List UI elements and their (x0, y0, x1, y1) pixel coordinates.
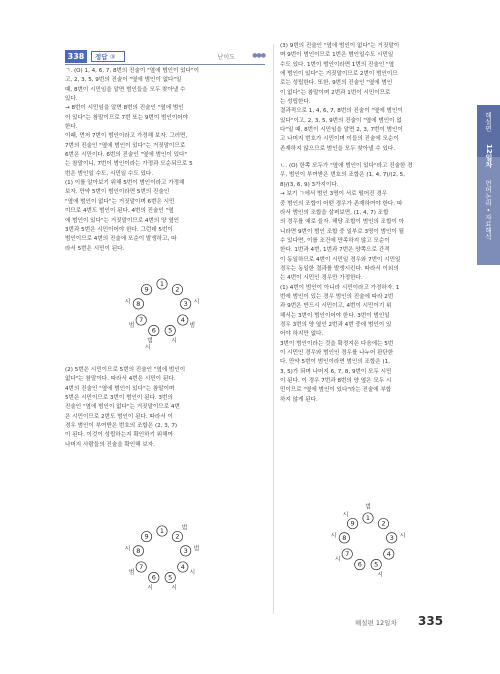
text-line: 에 범인이 있다"는 거짓말이므로 2번이 범인이므 (280, 71, 398, 78)
seat-number: 5 (168, 326, 173, 335)
text-line: 이 된다. 이것이 성립하는지 확인하기 위해여 (65, 432, 173, 439)
text-line: 4번의 진술인 "옆에 범인이 있다"는 참말이며 (65, 385, 175, 392)
seat-number: 4 (180, 316, 185, 324)
text-line: → 보기 ㄱ에서 범인 3명이 서로 떨어진 경우 (280, 191, 388, 198)
text-line: 민이므로 "옆에 범인이 있다"라는 진술에 부합 (280, 387, 392, 394)
seat-number: 9 (144, 285, 149, 294)
circle-diagram-3 (318, 492, 418, 592)
text-line: 우, 범인이 부여받은 번호의 조합은 (1, 4, 7)/(2, 5, (280, 172, 405, 179)
side-tab-day: 12일차 (485, 144, 493, 168)
text-line: 한다. (65, 124, 78, 131)
text-line: 때, 8번이 시민임을 알면 범인들을 모두 찾아낼 수 (65, 86, 186, 93)
text-line: 는 성립한다. (280, 99, 311, 106)
text-line: 이 동일하므로 4번이 시민일 경우와 7번이 시민일 (280, 256, 401, 263)
text-line: 이므로 4번도 범인이 된다. 4번의 진술인 "옆 (65, 208, 174, 215)
text-line: ㄱ. (O) 1, 4, 6, 7, 8번의 진술이 "옆에 범인이 있다"이 (65, 68, 200, 74)
left-text-block-1 (65, 67, 265, 254)
circle-diagram-2 (112, 505, 212, 605)
text-line: 범인이므로 4번의 진술에 모순이 발생하고, 따 (65, 236, 177, 243)
seat-number: 1 (159, 527, 165, 535)
answer-box (91, 51, 125, 62)
text-line: (1) 4번이 범인이 아니라 시민이라고 가정하자. 1 (280, 284, 400, 291)
seat-label: 시 (377, 571, 383, 579)
left-text-block-2 (65, 366, 265, 450)
seat-number: 1 (159, 280, 165, 288)
text-line: 있다"이고, 2, 3, 5, 9번의 진술이 "옆에 범인이 없 (280, 117, 402, 124)
text-line: 수 있다면, 이를 조건에 만족하지 않고 모순이 (280, 237, 390, 244)
seat-label: 시 (399, 532, 406, 540)
text-line: 보자. 만약 5번이 범인이라면 5번의 진술인 (65, 189, 170, 196)
seat-number: 7 (139, 316, 144, 324)
side-tab-section: 해설편 (484, 112, 492, 132)
text-line: 결과적으로 1, 4, 6, 7, 8번의 진술이 "옆에 범인이 (280, 108, 403, 115)
difficulty-label: 난이도 (217, 54, 235, 61)
right-text-block-2 (280, 162, 452, 405)
text-line: 진술인 "옆에 범인이 없다"는 거짓말이므로 4번 (65, 404, 180, 411)
text-line: 이 없다"는 참말이며 2번과 1번이 시민이므로 (280, 89, 391, 96)
question-header (65, 50, 265, 65)
seat-number: 2 (175, 285, 180, 294)
seat-number: 6 (357, 560, 362, 569)
seat-label: 범 (181, 524, 188, 532)
seat-number: 6 (151, 326, 156, 335)
column-separator (273, 44, 274, 614)
text-line: → 8번이 시민임을 알면 8번의 진술인 "옆에 범인 (65, 105, 184, 112)
text-line: 은 시민이므로 2번도 범인이 된다. 따라서 이 (65, 413, 173, 420)
text-line: 니라면 9번이 범인 조합 중 일부로 3명이 범인이 될 (280, 228, 405, 235)
seat-number: 9 (144, 532, 149, 541)
seat-number: 9 (350, 519, 355, 528)
text-line: 며 9번이 범인이므로 1번은 범인일수도 시민일 (280, 52, 394, 59)
seat-label: 시 (330, 532, 337, 540)
seat-label: 시 (171, 337, 177, 345)
text-line: 경우는 동일한 결과를 발생시킨다. 따라서 이외의 (280, 265, 399, 272)
text-line: 라서 범인의 조합을 살펴보면, (1, 4, 7) 조합 (280, 209, 389, 216)
seat-label: 시 (189, 569, 196, 576)
seat-number: 5 (374, 560, 379, 569)
footer-label: 해설편 12일차 (355, 619, 397, 627)
seat-number: 4 (386, 550, 391, 558)
left-text-block-2-wrap (65, 366, 265, 450)
seat-label: 시 (171, 584, 177, 592)
circle-diagram-1 (112, 258, 212, 358)
answer-label: 정답 (95, 53, 108, 61)
text-line: 있다. (65, 96, 78, 103)
text-line: 없다"는 참말이다. 따라서 4번은 시민이 된다. (65, 376, 176, 383)
seat-number: 7 (345, 550, 350, 558)
text-line: 에 범인이 있다"는 거짓말이므로 4번의 양 옆인 (65, 217, 180, 224)
seat-number: 1 (365, 514, 371, 522)
text-line: 과 9번은 반드시 시민이고, 4번이 시민이기 위 (280, 303, 392, 310)
seat-label: 범 (189, 322, 196, 329)
seat-number: 7 (139, 563, 144, 571)
text-line: 6번은 시민이다. 6번의 진술인 "옆에 범인이 있다" (65, 152, 187, 159)
seat-number: 3 (389, 533, 394, 542)
seat-number: 5 (168, 573, 173, 582)
seat-label: 시 (144, 343, 151, 351)
page-number: 335 (418, 614, 444, 628)
text-line: 어야 하지만 없다. (280, 331, 324, 338)
answer-value: ③ (109, 53, 116, 61)
text-line: 는 4번이 시민인 경우만 가정한다. (280, 275, 363, 282)
text-line: 로는 성립한다. 또한, 9번의 진술인 "옆에 범인 (280, 80, 393, 87)
text-line: 다. 만약 5번이 범인이라면 범인의 조합은 (1, (280, 359, 390, 366)
text-line: "옆에 범인이 없다"는 거짓말이며 6번은 시민 (65, 198, 175, 205)
seat-label: 시 (147, 584, 153, 592)
seat-number: 8 (136, 299, 141, 308)
text-line: 라서 5번은 시민이 된다. (65, 245, 125, 252)
text-line: 고, 2, 3, 5, 9번의 진술이 "옆에 범인이 없다"일 (65, 77, 182, 84)
seat-label: 시 (124, 298, 131, 306)
text-line: 중 범인의 조합이 어떤 경우가 존재하여야 한다. 따 (280, 200, 403, 207)
seat-number: 2 (381, 519, 386, 528)
seat-number: 6 (151, 573, 156, 582)
seat-number: 3 (183, 299, 188, 308)
seat-number: 4 (180, 563, 185, 571)
text-line: 이 시민인 경우와 범인인 경우를 나누어 판단한 (280, 350, 394, 356)
text-line: 경우 범인이 부여받은 번호의 조합은 (2, 3, 7) (65, 423, 178, 430)
text-line: 의 경우를 예로 들자. 해당 조합이 범인의 조합이 아 (280, 219, 405, 226)
text-line: 한다. 1번과 4번, 1번과 7번은 양쪽으로 간격 (280, 247, 390, 254)
seat-label: 시 (334, 556, 341, 563)
seat-number: 3 (183, 546, 188, 555)
seat-label: 범 (128, 569, 135, 576)
difficulty-dots: ●●● (252, 52, 265, 59)
left-column (65, 67, 265, 254)
text-line: ㄴ. (O) 한쪽 모두가 "옆에 범인이 있다"라고 진술한 경 (280, 163, 413, 170)
side-tab-topic: 언어논리 • 자료해석 (484, 180, 492, 240)
text-line: 번은 범인일 수도, 시민일 수도 있다. (65, 170, 154, 177)
text-line: 이 있다"는 참말이므로 7번 또는 9번이 범인이어야 (65, 114, 189, 121)
text-line: 3번과 5번은 시민이어야 한다. 그런데 5번이 (65, 226, 173, 233)
seat-number: 8 (136, 546, 141, 555)
text-line: (2) 5번은 시민이므로 5번의 진술인 "옆에 범인이 (65, 367, 186, 373)
text-line: 3, 5)가 되며 나머지 6, 7, 8, 9번이 모두 시민 (280, 368, 392, 375)
text-line: (1) 이를 알아보기 위해 5번이 범인이라고 가정해 (65, 180, 185, 187)
text-line: 이때, 먼저 7번이 범인이라고 가정해 보자. 그러면, (65, 133, 188, 140)
seat-number: 2 (175, 532, 180, 541)
text-line: 수도 있다. 1번이 범인이라면 1번의 진술인 "옆 (280, 61, 394, 68)
text-line: 5번은 시민이므로 3번이 범인이 된다. 3번의 (65, 395, 173, 402)
right-column (280, 42, 452, 405)
text-line: 8)/(3, 6, 9) 3가지이다. (280, 181, 339, 188)
seat-number: 8 (342, 533, 347, 542)
seat-label: 범 (365, 503, 371, 511)
text-line: (3) 9번의 진술인 "옆에 범인이 없다"는 거짓말이 (280, 43, 400, 49)
text-line: 번에 범인이 있는 경우 범인의 진술에 따라 2번 (280, 293, 394, 300)
text-line: 하지 않게 된다. (280, 396, 318, 403)
text-line: 는 참말이니, 7번이 범인이라는 가정과 모순되므로 5 (65, 161, 193, 168)
text-line: 존재하지 않으므로 범인을 모두 찾아낼 수 있다. (280, 145, 396, 152)
text-line: 다"일 때, 8번이 시민임을 알면 2, 3, 7번이 범인이 (280, 127, 403, 134)
seat-label: 시 (124, 545, 131, 553)
text-line: 고 나머지 번호가 시민이며 이들의 진술에 모순이 (280, 136, 399, 143)
text-line: 해서는 3번이 범인이어야 한다. 3번이 범인일 (280, 312, 390, 319)
seat-label: 시 (193, 298, 200, 306)
right-text-block-1 (280, 42, 452, 154)
text-line: 나머지 사람들의 진술을 확인해 보자. (65, 441, 155, 448)
text-line: 3번이 범인이라는 것을 확정지은 다음에는 5번 (280, 340, 394, 347)
text-line: 7번의 진술인 "옆에 범인이 있다"는 거짓말이므로 (65, 142, 186, 149)
seat-label: 범 (128, 322, 135, 329)
text-line: 경우 3번의 양 옆인 2번과 4번 중에 범인이 있 (280, 321, 392, 328)
text-line: 이 된다. 이 경우 7번과 8번의 양 옆은 모두 시 (280, 378, 392, 385)
seat-label: 범 (147, 337, 153, 345)
question-number: 338 (65, 50, 87, 63)
seat-label: 시 (342, 511, 349, 519)
seat-label: 범 (193, 545, 200, 553)
